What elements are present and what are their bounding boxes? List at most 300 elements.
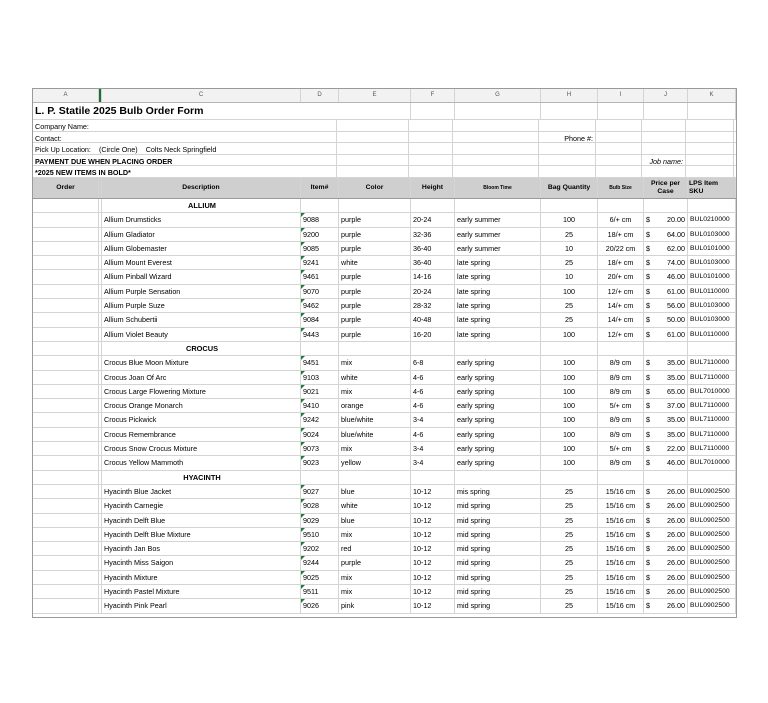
cell[interactable] <box>644 103 688 119</box>
cell[interactable] <box>596 155 642 166</box>
cell[interactable] <box>642 132 686 143</box>
height-cell[interactable]: 3-4 <box>411 456 455 469</box>
price-cell[interactable] <box>644 571 688 584</box>
order-quantity-cell[interactable] <box>33 528 99 541</box>
cell[interactable] <box>644 199 688 212</box>
bulb-size-cell[interactable]: 8/9 cm <box>598 428 644 441</box>
price-cell[interactable] <box>644 456 688 469</box>
cell[interactable] <box>539 155 596 166</box>
description-cell[interactable]: Hyacinth Delft Blue Mixture <box>102 528 301 541</box>
bloom-time-cell[interactable]: early spring <box>455 371 541 384</box>
cell[interactable] <box>644 342 688 355</box>
color-cell[interactable]: mix <box>339 385 411 398</box>
bag-quantity-cell[interactable]: 25 <box>541 499 598 512</box>
bloom-time-cell[interactable]: mid spring <box>455 599 541 612</box>
color-cell[interactable]: purple <box>339 228 411 241</box>
bulb-size-cell[interactable]: 8/9 cm <box>598 385 644 398</box>
sku-cell[interactable]: BUL0902500 <box>688 542 736 555</box>
height-cell[interactable]: 10-12 <box>411 542 455 555</box>
sku-cell[interactable]: BUL0902500 <box>688 585 736 598</box>
column-letter[interactable]: K <box>688 89 736 102</box>
color-cell[interactable]: purple <box>339 299 411 312</box>
sku-cell[interactable]: BUL7110000 <box>688 356 736 369</box>
column-letter[interactable]: H <box>541 89 598 102</box>
order-quantity-cell[interactable] <box>33 356 99 369</box>
item-number-cell[interactable]: 9462 <box>301 299 339 312</box>
sku-cell[interactable]: BUL0103000 <box>688 313 736 326</box>
cell[interactable] <box>301 471 339 484</box>
sku-cell[interactable]: BUL0210000 <box>688 213 736 226</box>
color-cell[interactable]: pink <box>339 599 411 612</box>
order-quantity-cell[interactable] <box>33 413 99 426</box>
sku-cell[interactable]: BUL0101000 <box>688 242 736 255</box>
cell[interactable] <box>455 342 541 355</box>
column-letter[interactable]: F <box>411 89 455 102</box>
bulb-size-cell[interactable]: 15/16 cm <box>598 528 644 541</box>
column-letter[interactable]: C <box>102 89 301 102</box>
height-cell[interactable]: 10-12 <box>411 585 455 598</box>
item-number-cell[interactable]: 9028 <box>301 499 339 512</box>
color-cell[interactable]: purple <box>339 556 411 569</box>
order-quantity-cell[interactable] <box>33 514 99 527</box>
price-cell[interactable] <box>644 599 688 612</box>
cell[interactable] <box>596 143 642 154</box>
bulb-size-cell[interactable]: 20/22 cm <box>598 242 644 255</box>
order-quantity-cell[interactable] <box>33 499 99 512</box>
bag-quantity-cell[interactable]: 25 <box>541 571 598 584</box>
item-number-cell[interactable]: 9244 <box>301 556 339 569</box>
bulb-size-cell[interactable]: 15/16 cm <box>598 514 644 527</box>
column-letter[interactable]: E <box>339 89 411 102</box>
color-cell[interactable]: purple <box>339 270 411 283</box>
bloom-time-cell[interactable]: early spring <box>455 413 541 426</box>
cell[interactable] <box>541 471 598 484</box>
bloom-time-cell[interactable]: early spring <box>455 399 541 412</box>
price-cell[interactable] <box>644 428 688 441</box>
price-cell[interactable] <box>644 371 688 384</box>
price-cell[interactable] <box>644 242 688 255</box>
item-number-cell[interactable]: 9410 <box>301 399 339 412</box>
description-cell[interactable]: Crocus Snow Crocus Mixture <box>102 442 301 455</box>
bloom-time-cell[interactable]: mid spring <box>455 585 541 598</box>
cell[interactable] <box>598 199 644 212</box>
sku-cell[interactable]: BUL0103000 <box>688 228 736 241</box>
cell[interactable] <box>642 166 686 177</box>
column-letter[interactable]: A <box>33 89 99 102</box>
cell[interactable] <box>642 143 686 154</box>
bag-quantity-cell[interactable]: 100 <box>541 385 598 398</box>
bulb-size-cell[interactable]: 8/9 cm <box>598 371 644 384</box>
bloom-time-cell[interactable]: early spring <box>455 442 541 455</box>
item-number-cell[interactable]: 9511 <box>301 585 339 598</box>
description-cell[interactable]: Hyacinth Delft Blue <box>102 514 301 527</box>
color-cell[interactable]: orange <box>339 399 411 412</box>
color-cell[interactable]: red <box>339 542 411 555</box>
bloom-time-cell[interactable]: early summer <box>455 213 541 226</box>
bloom-time-cell[interactable]: early spring <box>455 456 541 469</box>
height-cell[interactable]: 3-4 <box>411 413 455 426</box>
column-letter[interactable]: D <box>301 89 339 102</box>
order-quantity-cell[interactable] <box>33 571 99 584</box>
cell[interactable] <box>301 342 339 355</box>
height-cell[interactable]: 32-36 <box>411 228 455 241</box>
order-quantity-cell[interactable] <box>33 442 99 455</box>
bulb-size-cell[interactable]: 6/+ cm <box>598 213 644 226</box>
cell[interactable] <box>686 166 734 177</box>
bag-quantity-cell[interactable]: 25 <box>541 556 598 569</box>
height-cell[interactable]: 16-20 <box>411 328 455 341</box>
height-cell[interactable]: 10-12 <box>411 528 455 541</box>
order-quantity-cell[interactable] <box>33 385 99 398</box>
bag-quantity-cell[interactable]: 100 <box>541 285 598 298</box>
cell[interactable] <box>409 166 453 177</box>
cell[interactable] <box>337 132 409 143</box>
color-cell[interactable]: mix <box>339 571 411 584</box>
bloom-time-cell[interactable]: mid spring <box>455 556 541 569</box>
bulb-size-cell[interactable]: 20/+ cm <box>598 270 644 283</box>
color-cell[interactable]: yellow <box>339 456 411 469</box>
cell[interactable] <box>541 199 598 212</box>
bloom-time-cell[interactable]: mis spring <box>455 485 541 498</box>
bloom-time-cell[interactable]: early summer <box>455 228 541 241</box>
bulb-size-cell[interactable]: 15/16 cm <box>598 599 644 612</box>
cell[interactable] <box>453 166 539 177</box>
price-cell[interactable] <box>644 228 688 241</box>
bulb-size-cell[interactable]: 5/+ cm <box>598 399 644 412</box>
cell[interactable] <box>688 342 736 355</box>
bag-quantity-cell[interactable]: 25 <box>541 599 598 612</box>
order-quantity-cell[interactable] <box>33 270 99 283</box>
cell[interactable] <box>644 471 688 484</box>
bloom-time-cell[interactable]: late spring <box>455 285 541 298</box>
sku-cell[interactable]: BUL7110000 <box>688 371 736 384</box>
sku-cell[interactable]: BUL7110000 <box>688 442 736 455</box>
item-number-cell[interactable]: 9085 <box>301 242 339 255</box>
description-cell[interactable]: Hyacinth Miss Saigon <box>102 556 301 569</box>
bag-quantity-cell[interactable]: 100 <box>541 456 598 469</box>
cell[interactable] <box>453 132 539 143</box>
cell[interactable] <box>453 143 539 154</box>
cell[interactable] <box>339 471 411 484</box>
price-cell[interactable] <box>644 328 688 341</box>
height-cell[interactable]: 40-48 <box>411 313 455 326</box>
color-cell[interactable]: mix <box>339 356 411 369</box>
height-cell[interactable]: 36-40 <box>411 242 455 255</box>
cell[interactable] <box>337 155 409 166</box>
description-cell[interactable]: Allium Schubertii <box>102 313 301 326</box>
height-cell[interactable]: 14-16 <box>411 270 455 283</box>
bag-quantity-cell[interactable]: 100 <box>541 399 598 412</box>
bloom-time-cell[interactable]: early spring <box>455 356 541 369</box>
bulb-size-cell[interactable]: 15/16 cm <box>598 542 644 555</box>
description-cell[interactable]: Crocus Blue Moon Mixture <box>102 356 301 369</box>
sku-cell[interactable]: BUL0103000 <box>688 299 736 312</box>
bloom-time-cell[interactable]: mid spring <box>455 528 541 541</box>
bloom-time-cell[interactable]: mid spring <box>455 542 541 555</box>
bag-quantity-cell[interactable]: 100 <box>541 356 598 369</box>
bag-quantity-cell[interactable]: 25 <box>541 514 598 527</box>
bulb-size-cell[interactable]: 18/+ cm <box>598 228 644 241</box>
cell[interactable] <box>686 132 734 143</box>
bag-quantity-cell[interactable]: 25 <box>541 256 598 269</box>
cell[interactable] <box>539 166 596 177</box>
item-number-cell[interactable]: 9027 <box>301 485 339 498</box>
item-number-cell[interactable]: 9461 <box>301 270 339 283</box>
bag-quantity-cell[interactable]: 10 <box>541 242 598 255</box>
height-cell[interactable]: 10-12 <box>411 556 455 569</box>
cell[interactable] <box>596 132 642 143</box>
description-cell[interactable]: Allium Globemaster <box>102 242 301 255</box>
sku-cell[interactable]: BUL7010000 <box>688 385 736 398</box>
bulb-size-cell[interactable]: 8/9 cm <box>598 413 644 426</box>
cell[interactable] <box>339 199 411 212</box>
order-quantity-cell[interactable] <box>33 313 99 326</box>
cell[interactable] <box>539 120 596 131</box>
description-cell[interactable]: Crocus Remembrance <box>102 428 301 441</box>
cell[interactable] <box>411 199 455 212</box>
description-cell[interactable]: Crocus Joan Of Arc <box>102 371 301 384</box>
bulb-size-cell[interactable]: 12/+ cm <box>598 328 644 341</box>
bloom-time-cell[interactable]: mid spring <box>455 514 541 527</box>
cell[interactable] <box>409 132 453 143</box>
cell[interactable] <box>688 103 736 119</box>
bag-quantity-cell[interactable]: 25 <box>541 228 598 241</box>
price-cell[interactable] <box>644 256 688 269</box>
description-cell[interactable]: Hyacinth Pink Pearl <box>102 599 301 612</box>
bag-quantity-cell[interactable]: 100 <box>541 428 598 441</box>
cell[interactable] <box>411 103 455 119</box>
color-cell[interactable]: blue/white <box>339 428 411 441</box>
height-cell[interactable]: 4-6 <box>411 428 455 441</box>
sku-cell[interactable]: BUL0902500 <box>688 599 736 612</box>
cell[interactable] <box>409 155 453 166</box>
cell[interactable] <box>299 166 337 177</box>
order-quantity-cell[interactable] <box>33 256 99 269</box>
bag-quantity-cell[interactable]: 100 <box>541 442 598 455</box>
cell[interactable] <box>596 166 642 177</box>
description-cell[interactable]: Hyacinth Carnegie <box>102 499 301 512</box>
height-cell[interactable]: 36-40 <box>411 256 455 269</box>
item-number-cell[interactable]: 9070 <box>301 285 339 298</box>
bloom-time-cell[interactable]: late spring <box>455 299 541 312</box>
order-quantity-cell[interactable] <box>33 599 99 612</box>
cell[interactable] <box>301 199 339 212</box>
bloom-time-cell[interactable]: late spring <box>455 328 541 341</box>
price-cell[interactable] <box>644 399 688 412</box>
price-cell[interactable] <box>644 442 688 455</box>
description-cell[interactable]: Allium Purple Sensation <box>102 285 301 298</box>
item-number-cell[interactable]: 9026 <box>301 599 339 612</box>
bag-quantity-cell[interactable]: 100 <box>541 328 598 341</box>
description-cell[interactable]: Allium Mount Everest <box>102 256 301 269</box>
color-cell[interactable]: purple <box>339 328 411 341</box>
sku-cell[interactable]: BUL0902500 <box>688 556 736 569</box>
bloom-time-cell[interactable]: late spring <box>455 256 541 269</box>
order-quantity-cell[interactable] <box>33 242 99 255</box>
price-cell[interactable] <box>644 413 688 426</box>
height-cell[interactable]: 4-6 <box>411 399 455 412</box>
bloom-time-cell[interactable]: late spring <box>455 313 541 326</box>
price-cell[interactable] <box>644 542 688 555</box>
price-cell[interactable] <box>644 499 688 512</box>
bloom-time-cell[interactable]: mid spring <box>455 499 541 512</box>
cell[interactable] <box>411 342 455 355</box>
cell[interactable] <box>598 342 644 355</box>
bulb-size-cell[interactable]: 15/16 cm <box>598 585 644 598</box>
cell[interactable] <box>453 120 539 131</box>
price-cell[interactable] <box>644 313 688 326</box>
sku-cell[interactable]: BUL7110000 <box>688 399 736 412</box>
bag-quantity-cell[interactable]: 100 <box>541 213 598 226</box>
cell[interactable] <box>688 471 736 484</box>
item-number-cell[interactable]: 9025 <box>301 571 339 584</box>
color-cell[interactable]: blue <box>339 485 411 498</box>
description-cell[interactable]: Crocus Orange Monarch <box>102 399 301 412</box>
item-number-cell[interactable]: 9088 <box>301 213 339 226</box>
cell[interactable] <box>409 120 453 131</box>
bulb-size-cell[interactable]: 12/+ cm <box>598 285 644 298</box>
cell[interactable] <box>453 155 539 166</box>
bloom-time-cell[interactable]: early summer <box>455 242 541 255</box>
price-cell[interactable] <box>644 385 688 398</box>
cell[interactable] <box>686 143 734 154</box>
color-cell[interactable]: white <box>339 371 411 384</box>
bulb-size-cell[interactable]: 15/16 cm <box>598 485 644 498</box>
bag-quantity-cell[interactable]: 100 <box>541 413 598 426</box>
item-number-cell[interactable]: 9202 <box>301 542 339 555</box>
order-quantity-cell[interactable] <box>33 328 99 341</box>
bloom-time-cell[interactable]: late spring <box>455 270 541 283</box>
sku-cell[interactable]: BUL0902500 <box>688 528 736 541</box>
sku-cell[interactable]: BUL0103000 <box>688 256 736 269</box>
height-cell[interactable]: 10-12 <box>411 499 455 512</box>
cell[interactable] <box>409 143 453 154</box>
description-cell[interactable]: Hyacinth Mixture <box>102 571 301 584</box>
item-number-cell[interactable]: 9451 <box>301 356 339 369</box>
cell[interactable] <box>339 342 411 355</box>
height-cell[interactable]: 28-32 <box>411 299 455 312</box>
price-cell[interactable] <box>644 213 688 226</box>
price-cell[interactable] <box>644 299 688 312</box>
height-cell[interactable]: 10-12 <box>411 485 455 498</box>
bulb-size-cell[interactable]: 8/9 cm <box>598 456 644 469</box>
sku-cell[interactable]: BUL0902500 <box>688 514 736 527</box>
bulb-size-cell[interactable]: 8/9 cm <box>598 356 644 369</box>
price-cell[interactable] <box>644 356 688 369</box>
order-quantity-cell[interactable] <box>33 585 99 598</box>
cell[interactable] <box>299 132 337 143</box>
cell[interactable] <box>686 120 734 131</box>
order-quantity-cell[interactable] <box>33 371 99 384</box>
order-quantity-cell[interactable] <box>33 213 99 226</box>
item-number-cell[interactable]: 9242 <box>301 413 339 426</box>
bloom-time-cell[interactable]: mid spring <box>455 571 541 584</box>
order-quantity-cell[interactable] <box>33 456 99 469</box>
sku-cell[interactable]: BUL0902500 <box>688 499 736 512</box>
height-cell[interactable]: 10-12 <box>411 599 455 612</box>
height-cell[interactable]: 20-24 <box>411 285 455 298</box>
price-cell[interactable] <box>644 556 688 569</box>
description-cell[interactable]: Hyacinth Blue Jacket <box>102 485 301 498</box>
sku-cell[interactable]: BUL7010000 <box>688 456 736 469</box>
color-cell[interactable]: mix <box>339 585 411 598</box>
height-cell[interactable]: 10-12 <box>411 514 455 527</box>
cell[interactable] <box>411 471 455 484</box>
color-cell[interactable]: mix <box>339 442 411 455</box>
color-cell[interactable]: white <box>339 256 411 269</box>
order-quantity-cell[interactable] <box>33 285 99 298</box>
sku-cell[interactable]: BUL7110000 <box>688 413 736 426</box>
price-cell[interactable] <box>644 528 688 541</box>
item-number-cell[interactable]: 9023 <box>301 456 339 469</box>
height-cell[interactable]: 6-8 <box>411 356 455 369</box>
description-cell[interactable]: Allium Violet Beauty <box>102 328 301 341</box>
cell[interactable] <box>541 342 598 355</box>
color-cell[interactable]: blue <box>339 514 411 527</box>
order-quantity-cell[interactable] <box>33 485 99 498</box>
bulb-size-cell[interactable]: 14/+ cm <box>598 313 644 326</box>
cell[interactable] <box>299 143 337 154</box>
cell[interactable] <box>642 120 686 131</box>
cell[interactable] <box>337 120 409 131</box>
cell[interactable] <box>337 166 409 177</box>
cell[interactable] <box>686 155 734 166</box>
column-letter[interactable]: G <box>455 89 541 102</box>
bulb-size-cell[interactable]: 14/+ cm <box>598 299 644 312</box>
bag-quantity-cell[interactable]: 25 <box>541 299 598 312</box>
cell[interactable] <box>33 471 99 484</box>
item-number-cell[interactable]: 9021 <box>301 385 339 398</box>
cell[interactable] <box>455 103 541 119</box>
cell[interactable] <box>596 120 642 131</box>
cell[interactable] <box>598 471 644 484</box>
bag-quantity-cell[interactable]: 25 <box>541 528 598 541</box>
bulb-size-cell[interactable]: 15/16 cm <box>598 499 644 512</box>
sku-cell[interactable]: BUL0110000 <box>688 285 736 298</box>
color-cell[interactable]: purple <box>339 213 411 226</box>
pickup-options[interactable]: Colts Neck Springfield <box>145 145 217 154</box>
cell[interactable] <box>455 199 541 212</box>
description-cell[interactable]: Allium Drumsticks <box>102 213 301 226</box>
item-number-cell[interactable]: 9443 <box>301 328 339 341</box>
item-number-cell[interactable]: 9029 <box>301 514 339 527</box>
item-number-cell[interactable]: 9510 <box>301 528 339 541</box>
bag-quantity-cell[interactable]: 10 <box>541 270 598 283</box>
cell[interactable] <box>541 103 598 119</box>
height-cell[interactable]: 3-4 <box>411 442 455 455</box>
order-quantity-cell[interactable] <box>33 399 99 412</box>
item-number-cell[interactable]: 9084 <box>301 313 339 326</box>
price-cell[interactable] <box>644 485 688 498</box>
cell[interactable] <box>33 199 99 212</box>
description-cell[interactable]: Crocus Yellow Mammoth <box>102 456 301 469</box>
order-quantity-cell[interactable] <box>33 428 99 441</box>
bulb-size-cell[interactable]: 18/+ cm <box>598 256 644 269</box>
cell[interactable] <box>688 199 736 212</box>
sku-cell[interactable]: BUL0902500 <box>688 485 736 498</box>
sku-cell[interactable]: BUL0110000 <box>688 328 736 341</box>
cell[interactable] <box>598 103 644 119</box>
price-cell[interactable] <box>644 270 688 283</box>
price-cell[interactable] <box>644 514 688 527</box>
bag-quantity-cell[interactable]: 25 <box>541 485 598 498</box>
color-cell[interactable]: purple <box>339 285 411 298</box>
order-quantity-cell[interactable] <box>33 228 99 241</box>
bag-quantity-cell[interactable]: 25 <box>541 542 598 555</box>
color-cell[interactable]: white <box>339 499 411 512</box>
item-number-cell[interactable]: 9024 <box>301 428 339 441</box>
height-cell[interactable]: 10-12 <box>411 571 455 584</box>
